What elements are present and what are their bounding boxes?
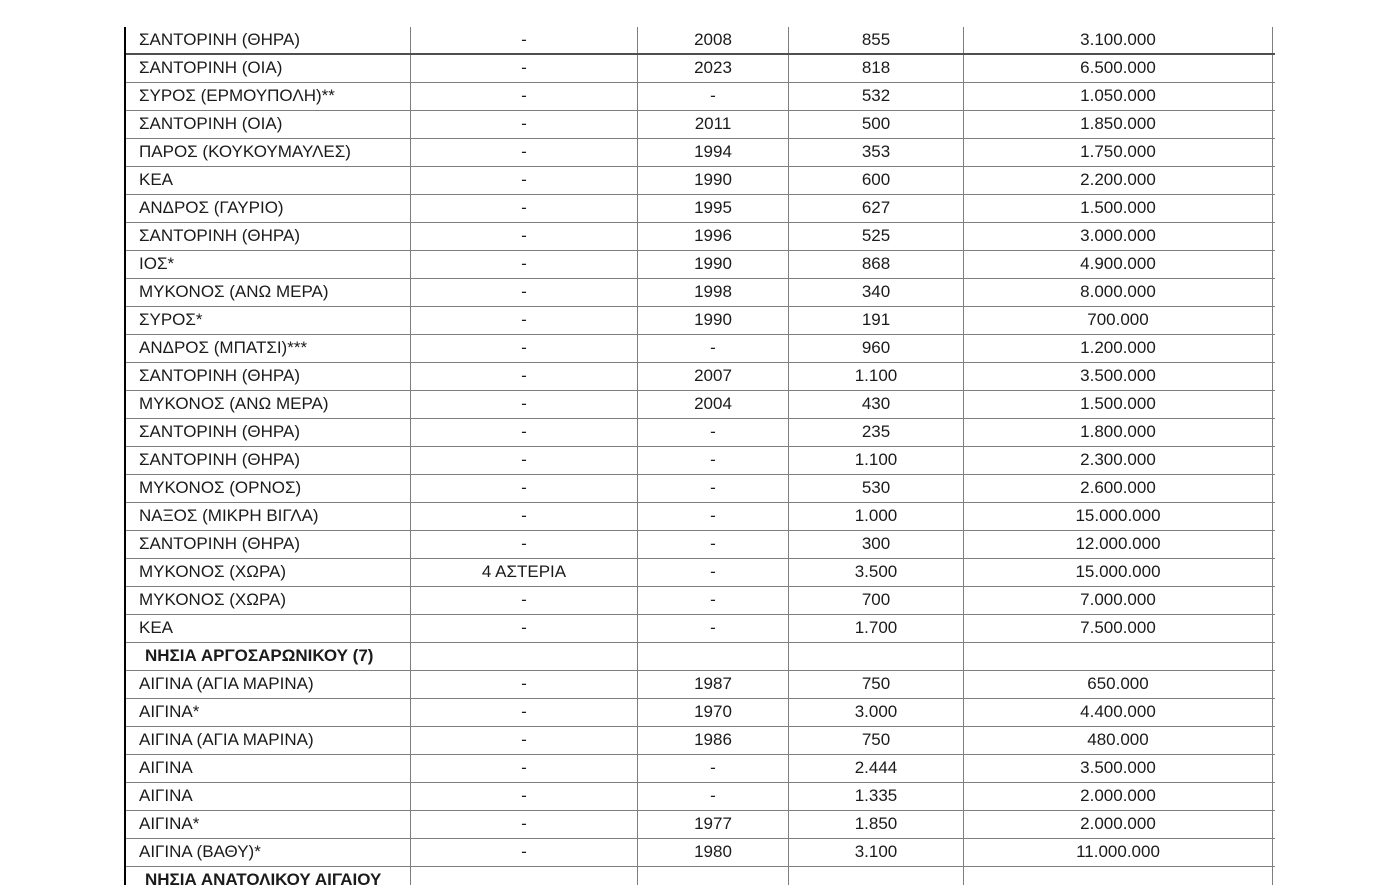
cell-size: 750: [789, 727, 964, 754]
cell-size: 2.444: [789, 755, 964, 782]
cell-stars: -: [411, 195, 638, 222]
cell-year: 1986: [638, 727, 789, 754]
cell-year: 1990: [638, 307, 789, 334]
table-row: [126, 475, 1275, 503]
cell-year: [638, 867, 789, 885]
table-row: [126, 251, 1275, 279]
cell-stars: [411, 643, 638, 670]
cell-year: -: [638, 783, 789, 810]
cell-size: 1.000: [789, 503, 964, 530]
cell-year: 1980: [638, 839, 789, 866]
cell-price: 2.000.000: [964, 811, 1273, 838]
cell-year: -: [638, 83, 789, 110]
cell-location: ΝΑΞΟΣ (ΜΙΚΡΗ ΒΙΓΛΑ): [126, 503, 411, 530]
cell-price: 1.050.000: [964, 83, 1273, 110]
cell-price: 3.000.000: [964, 223, 1273, 250]
cell-year: 1998: [638, 279, 789, 306]
cell-stars: -: [411, 755, 638, 782]
cell-location: ΑΝΔΡΟΣ (ΜΠΑΤΣΙ)***: [126, 335, 411, 362]
cell-size: 430: [789, 391, 964, 418]
table-row: [126, 167, 1275, 195]
table-row: [126, 27, 1275, 55]
cell-stars: -: [411, 699, 638, 726]
cell-size: [789, 867, 964, 885]
cell-stars: -: [411, 727, 638, 754]
cell-stars: -: [411, 783, 638, 810]
cell-location: ΣΑΝΤΟΡΙΝΗ (ΘΗΡΑ): [126, 531, 411, 558]
cell-price: 1.200.000: [964, 335, 1273, 362]
table-row: [126, 503, 1275, 531]
cell-year: 1987: [638, 671, 789, 698]
cell-location: ΚΕΑ: [126, 167, 411, 194]
cell-size: 818: [789, 55, 964, 82]
cell-size: 340: [789, 279, 964, 306]
cell-location: ΜΥΚΟΝΟΣ (ΑΝΩ ΜΕΡΑ): [126, 279, 411, 306]
cell-location: ΠΑΡΟΣ (ΚΟΥΚΟΥΜΑΥΛΕΣ): [126, 139, 411, 166]
cell-location: ΑΙΓΙΝΑ (ΑΓΙΑ ΜΑΡΙΝΑ): [126, 671, 411, 698]
cell-location: ΣΥΡΟΣ*: [126, 307, 411, 334]
cell-stars: -: [411, 307, 638, 334]
cell-size: 3.000: [789, 699, 964, 726]
cell-stars: -: [411, 839, 638, 866]
section-header-row: [126, 643, 1275, 671]
cell-stars: [411, 867, 638, 885]
cell-location: ΚΕΑ: [126, 615, 411, 642]
cell-size: 700: [789, 587, 964, 614]
cell-year: 2011: [638, 111, 789, 138]
cell-price: 7.500.000: [964, 615, 1273, 642]
cell-size: 868: [789, 251, 964, 278]
table-row: [126, 783, 1275, 811]
cell-size: 353: [789, 139, 964, 166]
table-row: [126, 363, 1275, 391]
cell-stars: -: [411, 279, 638, 306]
table-row: [126, 811, 1275, 839]
cell-stars: -: [411, 503, 638, 530]
cell-stars: -: [411, 335, 638, 362]
table-row: [126, 335, 1275, 363]
cell-price: 2.000.000: [964, 783, 1273, 810]
cell-location: ΣΑΝΤΟΡΙΝΗ (ΘΗΡΑ): [126, 419, 411, 446]
islands-listing-table: [124, 27, 1275, 885]
table-row: [126, 391, 1275, 419]
table-row: [126, 447, 1275, 475]
table-row: [126, 279, 1275, 307]
cell-price: 7.000.000: [964, 587, 1273, 614]
cell-location: ΣΑΝΤΟΡΙΝΗ (ΘΗΡΑ): [126, 27, 411, 53]
cell-size: 500: [789, 111, 964, 138]
cell-year: 1990: [638, 251, 789, 278]
cell-year: -: [638, 419, 789, 446]
cell-stars: -: [411, 27, 638, 53]
cell-stars: -: [411, 419, 638, 446]
cell-stars: -: [411, 447, 638, 474]
cell-price: 650.000: [964, 671, 1273, 698]
cell-stars: 4 ΑΣΤΕΡΙΑ: [411, 559, 638, 586]
cell-size: 600: [789, 167, 964, 194]
cell-location: ΑΙΓΙΝΑ: [126, 783, 411, 810]
cell-price: 1.500.000: [964, 195, 1273, 222]
cell-location: ΜΥΚΟΝΟΣ (ΧΩΡΑ): [126, 559, 411, 586]
cell-year: -: [638, 503, 789, 530]
cell-year: -: [638, 335, 789, 362]
cell-price: 8.000.000: [964, 279, 1273, 306]
cell-year: [638, 643, 789, 670]
cell-size: 3.500: [789, 559, 964, 586]
cell-stars: -: [411, 251, 638, 278]
cell-size: [789, 643, 964, 670]
table-row: [126, 839, 1275, 867]
cell-price: 15.000.000: [964, 503, 1273, 530]
cell-location: ΣΑΝΤΟΡΙΝΗ (ΟΙΑ): [126, 55, 411, 82]
table-row: [126, 587, 1275, 615]
cell-size: 3.100: [789, 839, 964, 866]
cell-price: 3.500.000: [964, 363, 1273, 390]
cell-year: -: [638, 559, 789, 586]
cell-size: 1.850: [789, 811, 964, 838]
cell-location: ΣΑΝΤΟΡΙΝΗ (ΘΗΡΑ): [126, 223, 411, 250]
cell-price: 3.100.000: [964, 27, 1273, 53]
cell-year: 1970: [638, 699, 789, 726]
cell-price: 3.500.000: [964, 755, 1273, 782]
cell-size: 960: [789, 335, 964, 362]
cell-location: ΜΥΚΟΝΟΣ (ΑΝΩ ΜΕΡΑ): [126, 391, 411, 418]
cell-year: -: [638, 587, 789, 614]
cell-price: [964, 643, 1273, 670]
table-row: [126, 55, 1275, 83]
cell-location: ΑΙΓΙΝΑ*: [126, 699, 411, 726]
table-row: [126, 223, 1275, 251]
table-row: [126, 139, 1275, 167]
cell-price: 2.300.000: [964, 447, 1273, 474]
cell-stars: -: [411, 475, 638, 502]
cell-stars: -: [411, 167, 638, 194]
cell-price: 2.600.000: [964, 475, 1273, 502]
cell-size: 1.335: [789, 783, 964, 810]
table-row: [126, 699, 1275, 727]
cell-year: -: [638, 475, 789, 502]
cell-location: ΜΥΚΟΝΟΣ (ΟΡΝΟΣ): [126, 475, 411, 502]
cell-year: 1990: [638, 167, 789, 194]
cell-location: ΣΥΡΟΣ (ΕΡΜΟΥΠΟΛΗ)**: [126, 83, 411, 110]
table-row: [126, 755, 1275, 783]
cell-location: ΑΙΓΙΝΑ*: [126, 811, 411, 838]
cell-price: 700.000: [964, 307, 1273, 334]
cell-price: 1.750.000: [964, 139, 1273, 166]
section-header-row: [126, 867, 1275, 885]
cell-year: 2008: [638, 27, 789, 53]
cell-price: 1.800.000: [964, 419, 1273, 446]
cell-year: -: [638, 615, 789, 642]
cell-price: 4.400.000: [964, 699, 1273, 726]
cell-year: 1994: [638, 139, 789, 166]
cell-year: 2004: [638, 391, 789, 418]
cell-year: 1977: [638, 811, 789, 838]
cell-stars: -: [411, 615, 638, 642]
cell-size: 525: [789, 223, 964, 250]
cell-size: 532: [789, 83, 964, 110]
cell-price: [964, 867, 1273, 885]
cell-size: 235: [789, 419, 964, 446]
cell-size: 627: [789, 195, 964, 222]
cell-stars: -: [411, 391, 638, 418]
cell-location: ΙΟΣ*: [126, 251, 411, 278]
cell-stars: -: [411, 671, 638, 698]
cell-year: 1996: [638, 223, 789, 250]
table-row: [126, 83, 1275, 111]
cell-location: ΝΗΣΙΑ ΑΝΑΤΟΛΙΚΟΥ ΑΙΓΑΙΟΥ: [126, 867, 411, 885]
cell-location: ΑΝΔΡΟΣ (ΓΑΥΡΙΟ): [126, 195, 411, 222]
cell-size: 855: [789, 27, 964, 53]
cell-location: ΑΙΓΙΝΑ (ΑΓΙΑ ΜΑΡΙΝΑ): [126, 727, 411, 754]
cell-stars: -: [411, 587, 638, 614]
cell-location: ΝΗΣΙΑ ΑΡΓΟΣΑΡΩΝΙΚΟΥ (7): [126, 643, 411, 670]
cell-stars: -: [411, 139, 638, 166]
table-row: [126, 727, 1275, 755]
cell-year: 2023: [638, 55, 789, 82]
cell-size: 530: [789, 475, 964, 502]
cell-size: 1.700: [789, 615, 964, 642]
cell-year: -: [638, 447, 789, 474]
cell-size: 191: [789, 307, 964, 334]
cell-stars: -: [411, 55, 638, 82]
cell-year: 2007: [638, 363, 789, 390]
table-row: [126, 671, 1275, 699]
cell-stars: -: [411, 83, 638, 110]
table-row: [126, 615, 1275, 643]
cell-size: 1.100: [789, 447, 964, 474]
cell-location: ΑΙΓΙΝΑ: [126, 755, 411, 782]
table-row: [126, 419, 1275, 447]
table-row: [126, 307, 1275, 335]
cell-price: 4.900.000: [964, 251, 1273, 278]
cell-price: 480.000: [964, 727, 1273, 754]
table-row: [126, 111, 1275, 139]
cell-price: 1.500.000: [964, 391, 1273, 418]
table-row: [126, 559, 1275, 587]
table-row: [126, 531, 1275, 559]
cell-price: 12.000.000: [964, 531, 1273, 558]
cell-price: 15.000.000: [964, 559, 1273, 586]
cell-year: -: [638, 531, 789, 558]
cell-stars: -: [411, 363, 638, 390]
cell-size: 750: [789, 671, 964, 698]
cell-location: ΣΑΝΤΟΡΙΝΗ (ΘΗΡΑ): [126, 363, 411, 390]
cell-size: 300: [789, 531, 964, 558]
cell-location: ΑΙΓΙΝΑ (ΒΑΘΥ)*: [126, 839, 411, 866]
cell-size: 1.100: [789, 363, 964, 390]
cell-year: -: [638, 755, 789, 782]
cell-stars: -: [411, 811, 638, 838]
cell-location: ΣΑΝΤΟΡΙΝΗ (ΘΗΡΑ): [126, 447, 411, 474]
cell-stars: -: [411, 531, 638, 558]
cell-price: 6.500.000: [964, 55, 1273, 82]
cell-price: 1.850.000: [964, 111, 1273, 138]
cell-stars: -: [411, 111, 638, 138]
cell-location: ΣΑΝΤΟΡΙΝΗ (ΟΙΑ): [126, 111, 411, 138]
cell-stars: -: [411, 223, 638, 250]
cell-location: ΜΥΚΟΝΟΣ (ΧΩΡΑ): [126, 587, 411, 614]
cell-year: 1995: [638, 195, 789, 222]
cell-price: 11.000.000: [964, 839, 1273, 866]
cell-price: 2.200.000: [964, 167, 1273, 194]
table-row: [126, 195, 1275, 223]
